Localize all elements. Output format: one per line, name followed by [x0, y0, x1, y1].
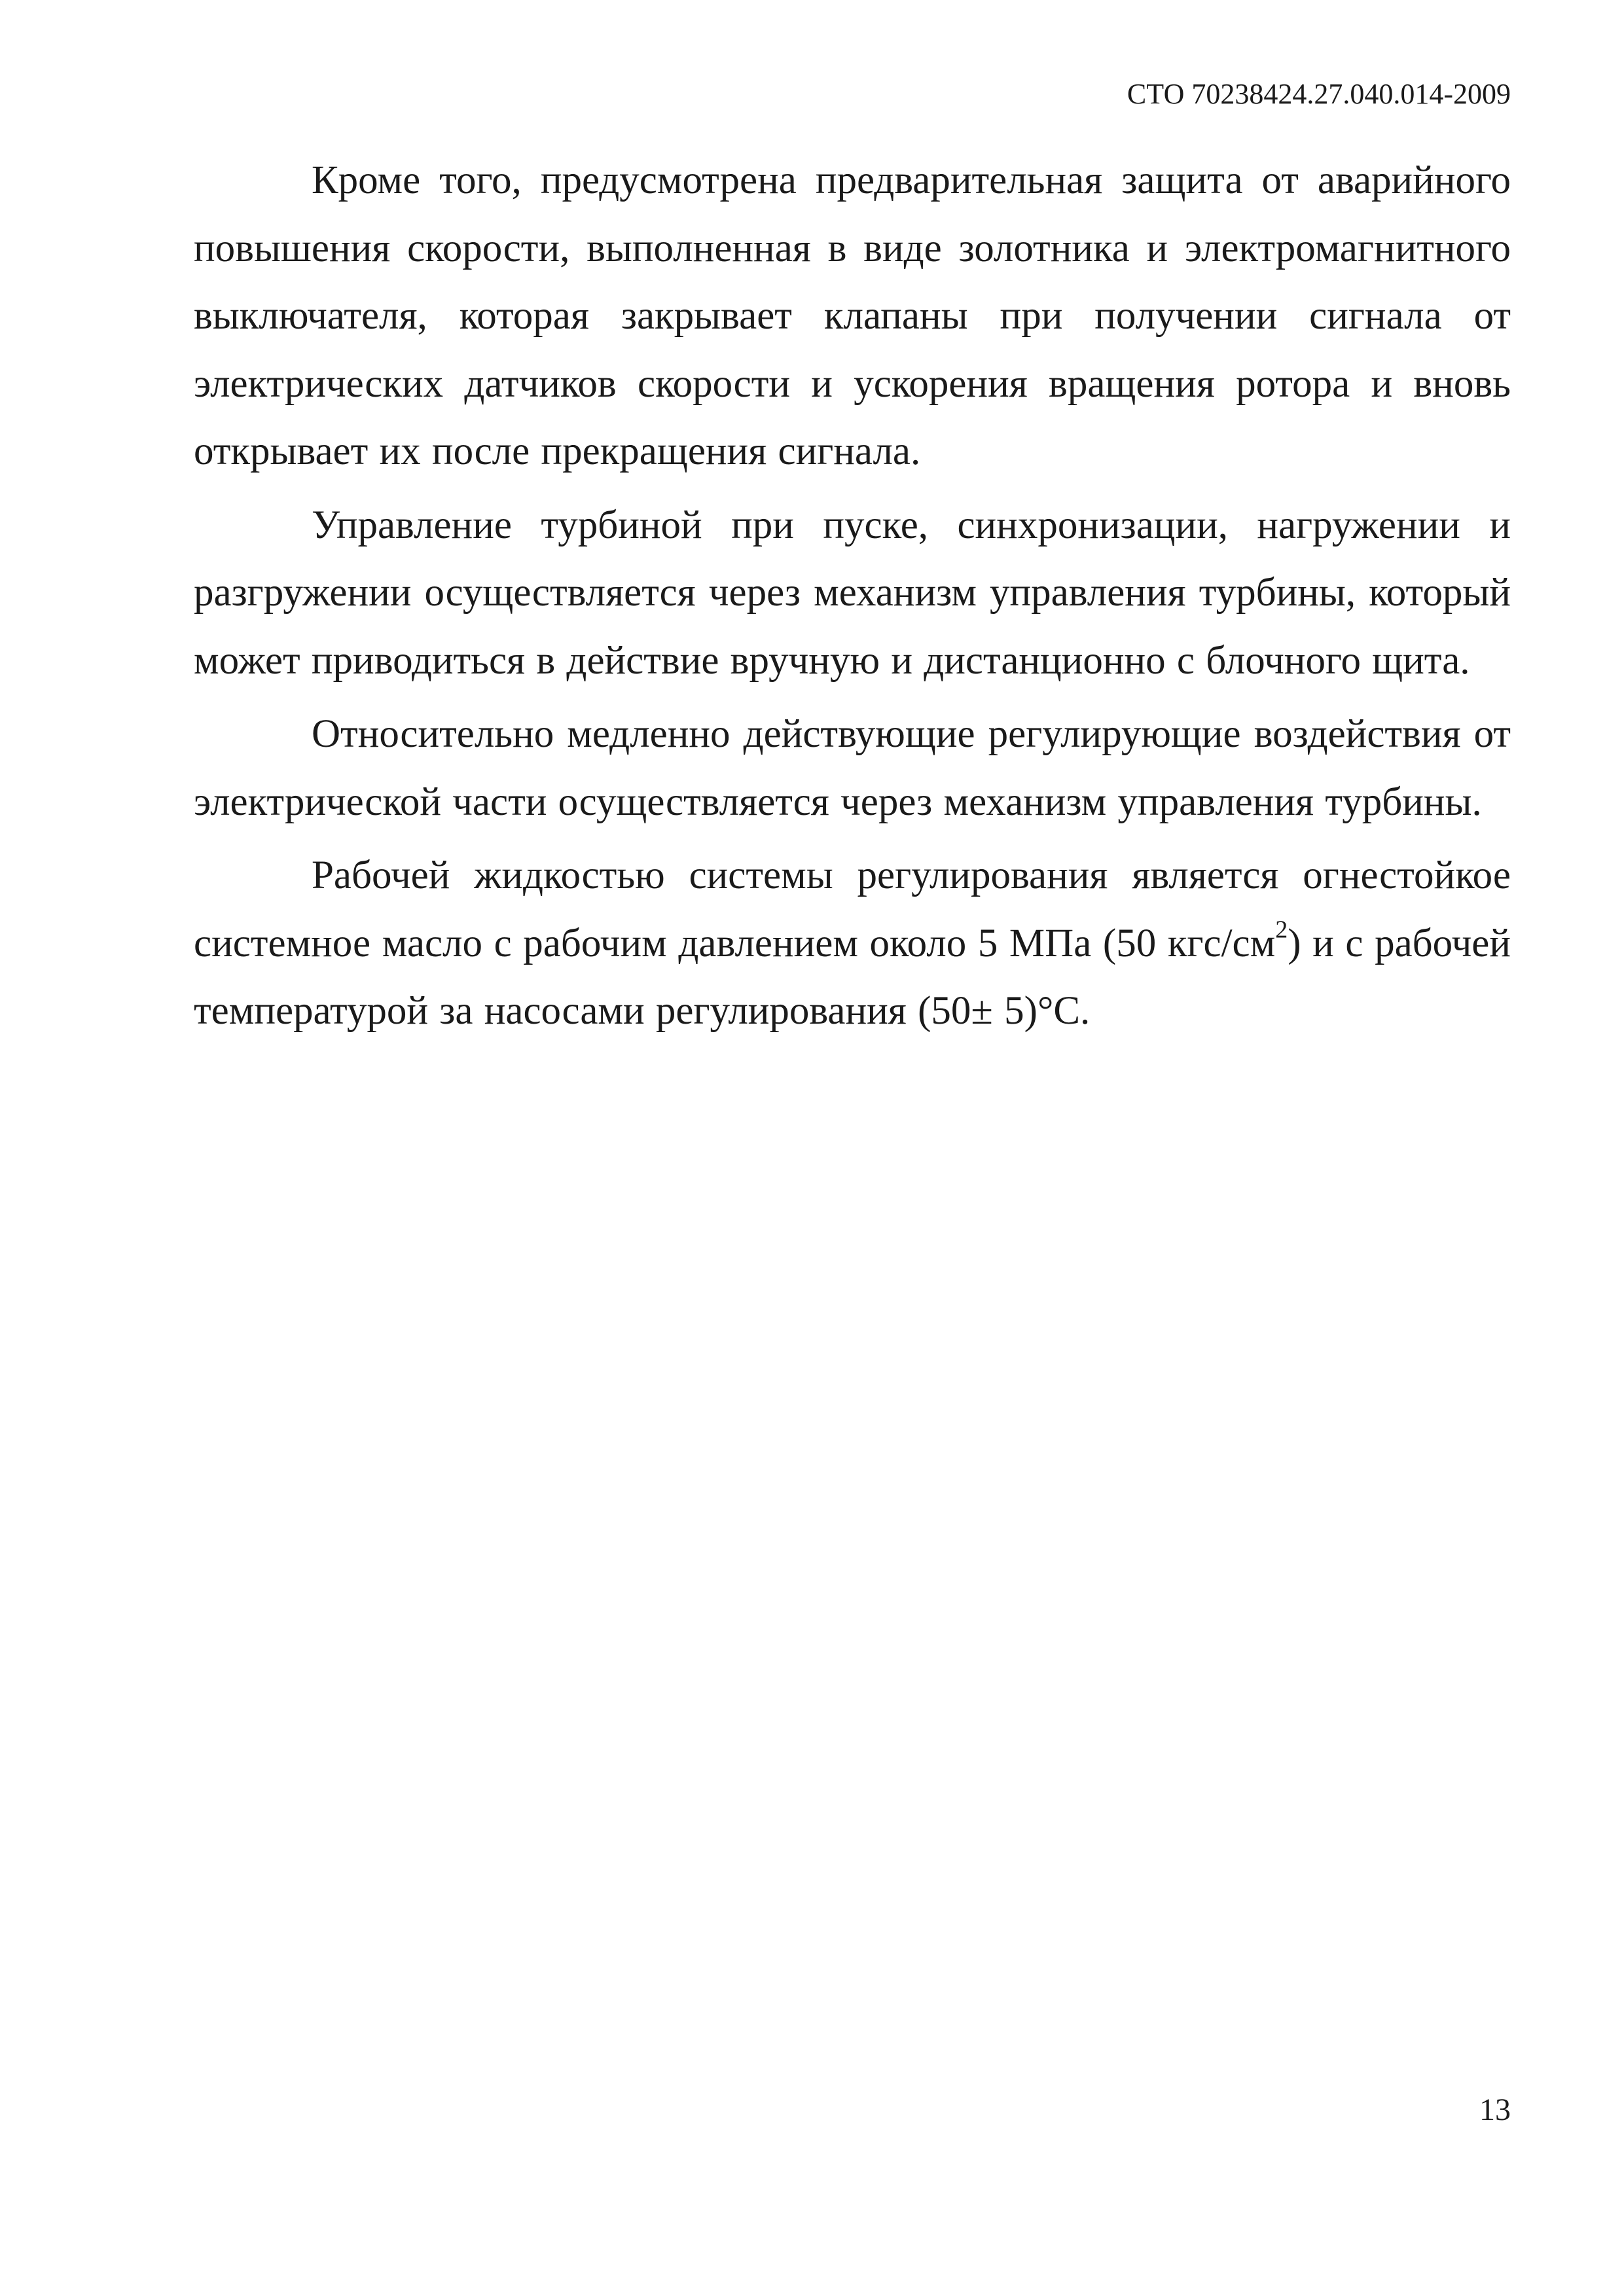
unit-superscript: 2 [1275, 916, 1288, 943]
paragraph-turbine-control: Управление турбиной при пуске, синхронизации, нагружении и разгружении осуществляется через механизм управления турбины, который может приводиться в действие вручную и дистанционно с блочного щита. [194, 503, 1511, 683]
document-body [194, 147, 1511, 1051]
working-fluid-text-before-superscript: Рабочей жидкостью системы регулирования является огнестойкое системное масло с рабочим давлением около 5 МПа (50 кгс/см [194, 853, 1511, 965]
paragraph-overspeed-protection: Кроме того, предусмотрена предварительная защита от аварийного повышения скорости, выполненная в виде золотника и электромагнитного выключателя, которая закрывает клапаны при получении сигнала от электрических датчиков скорости и ускорения вращения ротора и вновь открывает их после прекращения сигнала. [194, 158, 1511, 473]
paragraph-working-fluid [194, 842, 1511, 1045]
document-code-header: СТО 70238424.27.040.014-2009 [1127, 78, 1511, 110]
working-fluid-text-after-superscript: ) и с рабочей температурой за насосами регулирования (50± 5)°С. [194, 921, 1511, 1033]
page-number: 13 [1479, 2092, 1511, 2127]
paragraph-regulating-actions: Относительно медленно действующие регулирующие воздействия от электрической части осуществляется через механизм управления турбины. [194, 712, 1511, 824]
